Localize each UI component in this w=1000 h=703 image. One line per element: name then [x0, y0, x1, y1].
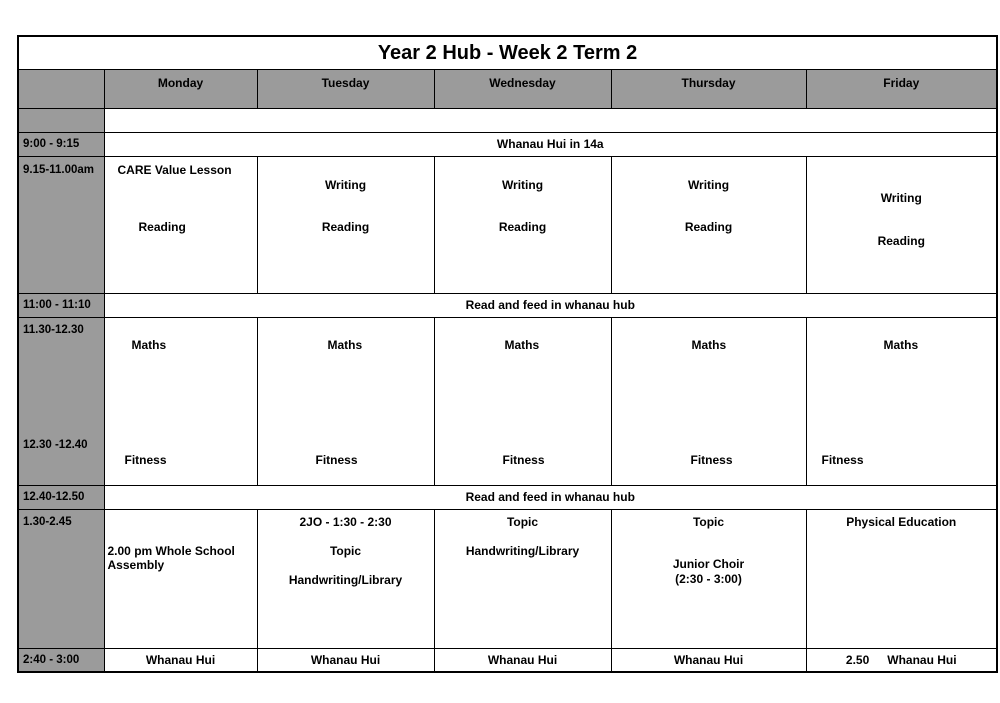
activity-label: Physical Education — [846, 514, 957, 529]
cell-friday — [806, 509, 997, 648]
activity-label: Fitness — [690, 452, 733, 467]
blank-span-cell — [104, 108, 997, 132]
time-cell: 9:00 - 9:15 — [18, 132, 104, 156]
activity-label: Fitness — [502, 452, 545, 467]
activity-label: Fitness — [315, 452, 358, 467]
activity-label: Topic — [692, 514, 725, 529]
cell-monday — [104, 156, 257, 293]
span-activity: Whanau Hui in 14a — [104, 132, 997, 156]
activity-label: Reading — [138, 219, 186, 234]
activity-label: Fitness — [124, 452, 167, 467]
activity-label: Handwriting/Library — [288, 572, 403, 587]
activity-label: Writing — [687, 177, 730, 192]
activity-label: 2JO - 1:30 - 2:30 — [299, 514, 392, 529]
cell-wednesday — [434, 509, 611, 648]
title-row — [18, 36, 997, 69]
cell-tuesday — [257, 509, 434, 648]
activity-label: 2.00 pm Whole School — [107, 543, 235, 558]
cell-thursday — [611, 317, 806, 485]
activity-label: Maths — [504, 337, 540, 352]
cell-thursday — [611, 156, 806, 293]
cell-thursday: Whanau Hui — [611, 648, 806, 672]
activity-label: Reading — [321, 219, 370, 234]
cell-wednesday — [434, 156, 611, 293]
time-cell: 2:40 - 3:00 — [18, 648, 104, 672]
activity-label: CARE Value Lesson — [117, 162, 232, 177]
day-header-thursday: Thursday — [611, 69, 806, 108]
activity-label: Reading — [877, 233, 925, 248]
cell-friday — [806, 317, 997, 485]
time-cell: 1.30-2.45 — [18, 509, 104, 648]
activity-label: Handwriting/Library — [465, 543, 580, 558]
cell-monday: Whanau Hui — [104, 648, 257, 672]
page-title: Year 2 Hub - Week 2 Term 2 — [18, 36, 997, 69]
day-header-monday: Monday — [104, 69, 257, 108]
cell-monday — [104, 509, 257, 648]
time-label: 12.30 -12.40 — [23, 438, 88, 451]
time-cell: 12.40-12.50 — [18, 485, 104, 509]
activity-label: Whanau Hui — [887, 652, 957, 667]
cell-tuesday: Whanau Hui — [257, 648, 434, 672]
activity-label: Reading — [498, 219, 547, 234]
activity-label: (2:30 - 3:00) — [675, 571, 742, 586]
cell-monday — [104, 317, 257, 485]
span-activity: Read and feed in whanau hub — [104, 485, 997, 509]
cell-tuesday — [257, 317, 434, 485]
time-cell: 9.15-11.00am — [18, 156, 104, 293]
activity-label: Junior Choir — [672, 556, 745, 571]
blank-time-cell — [18, 108, 104, 132]
friday-time-label: 2.50 — [845, 652, 870, 667]
day-header-tuesday: Tuesday — [257, 69, 434, 108]
activity-label: Fitness — [821, 452, 864, 467]
blank-row — [18, 108, 997, 132]
row-2-40 — [18, 648, 997, 672]
activity-label: Writing — [501, 177, 544, 192]
corner-cell — [18, 69, 104, 108]
cell-wednesday: Whanau Hui — [434, 648, 611, 672]
row-11-30 — [18, 317, 997, 485]
row-1-30 — [18, 509, 997, 648]
row-11-00 — [18, 293, 997, 317]
timetable-page — [17, 35, 996, 672]
activity-label: Maths — [327, 337, 363, 352]
cell-thursday — [611, 509, 806, 648]
day-header-friday: Friday — [806, 69, 997, 108]
cell-wednesday — [434, 317, 611, 485]
cell-friday — [806, 648, 997, 672]
activity-label: Topic — [329, 543, 362, 558]
row-12-40 — [18, 485, 997, 509]
activity-label: Writing — [324, 177, 367, 192]
time-label: 11.30-12.30 — [23, 323, 84, 336]
time-cell: 11:00 - 11:10 — [18, 293, 104, 317]
span-activity: Read and feed in whanau hub — [104, 293, 997, 317]
timetable — [17, 35, 998, 673]
cell-friday — [806, 156, 997, 293]
activity-label: Maths — [691, 337, 727, 352]
activity-label: Maths — [883, 337, 919, 352]
activity-label: Writing — [880, 190, 922, 205]
day-header-row — [18, 69, 997, 108]
time-cell — [18, 317, 104, 485]
day-header-wednesday: Wednesday — [434, 69, 611, 108]
activity-label: Assembly — [107, 557, 165, 572]
row-9-00 — [18, 132, 997, 156]
activity-label: Topic — [506, 514, 539, 529]
activity-label: Maths — [131, 337, 167, 352]
cell-tuesday — [257, 156, 434, 293]
activity-label: Reading — [684, 219, 733, 234]
row-9-15 — [18, 156, 997, 293]
